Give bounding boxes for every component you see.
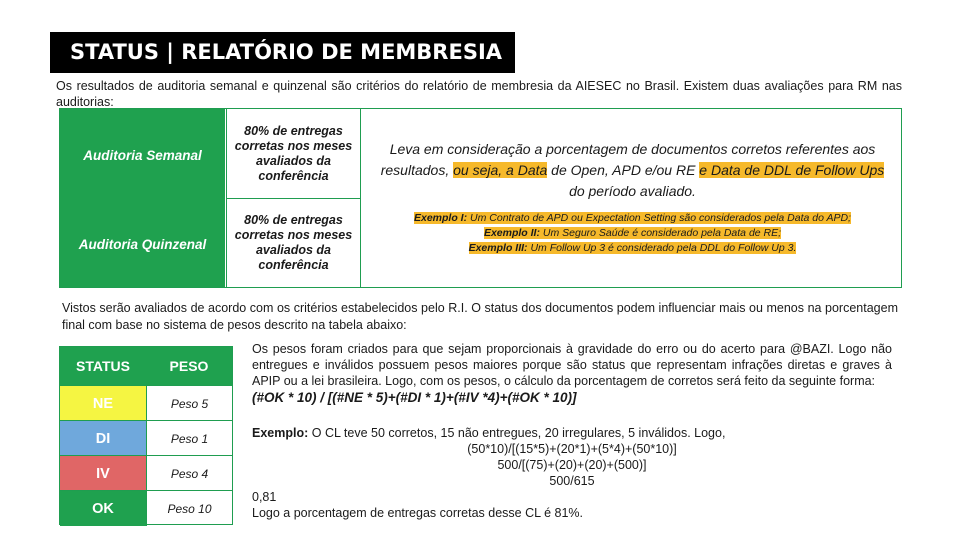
example-item: Exemplo I: Um Contrato de APD ou Expectation Setting são considerados pela Data do APD; [414,212,851,224]
highlight-data: ou seja, a Data [453,162,548,178]
explanation-block [252,341,892,521]
calc-line: (50*10)/[(15*5)+(20*1)+(5*4)+(50*10)] [467,442,677,456]
explanation-text: Os pesos foram criados para que sejam proporcionais à gravidade do erro ou do acerto para @BAZI. Logo não entregues e inválidos possuem pesos maiores porque são status que representam infrações diretas e graves à APIP ou a lei brasileira. Logo, com os pesos, o cálculo da porcentagem de corretos será feito da seguinte forma: [252,342,892,388]
result-value: 0,81 [252,490,277,504]
highlight-ddl: e Data de DDL de Follow Ups [699,162,885,178]
audit-semanal-label: Auditoria Semanal [83,148,202,163]
calc-line: 500/[(75)+(20)+(20)+(500)] [497,458,647,472]
calc-line: 500/615 [549,474,595,488]
peso-value: Peso 4 [146,456,232,491]
page-title: STATUS | RELATÓRIO DE MEMBRESIA [50,32,515,73]
header-peso: PESO [169,358,209,374]
examples-list [372,211,893,256]
conclusion-text: Logo a porcentagem de entregas corretas desse CL é 81%. [252,506,583,520]
status-iv: IV [60,456,146,491]
status-ne: NE [60,386,146,421]
table-row [60,455,232,491]
example-item: Exemplo III: Um Follow Up 3 é considerado pela DDL do Follow Up 3. [468,242,797,254]
example-text: O CL teve 50 corretos, 15 não entregues, 20 irregulares, 5 inválidos. Logo, [311,426,726,440]
weights-table [59,346,233,525]
peso-value: Peso 10 [146,491,232,526]
intro-text: Os resultados de auditoria semanal e quinzenal são critérios do relatório de membresia da AIESEC no Brasil. Existem duas avaliações para RM nas auditorias: [56,79,902,109]
audit-description [364,109,901,287]
audit-table [59,108,902,288]
audit-semanal-criterion: 80% de entregas corretas nos meses avaliados da conferência [226,109,361,199]
table-row [60,385,232,421]
peso-value: Peso 1 [146,421,232,456]
weights-intro-text: Vistos serão avaliados de acordo com os critérios estabelecidos pelo R.I. O status dos documentos podem influenciar mais ou menos na porcentagem final com base no sistema de pesos descrito na tabela abaixo: [62,301,898,332]
status-di: DI [60,421,146,456]
table-row [60,420,232,456]
status-ok: OK [60,491,146,526]
audit-description-text: Leva em consideração a porcentagem de documentos corretos referentes aos resultados, ou seja, a Data de Open, APD e/ou RE e Data de DDL de Follow Ups do período avaliado. [380,141,885,199]
audit-quinzenal-label: Auditoria Quinzenal [78,237,207,252]
weights-header [60,347,232,385]
header-status: STATUS [76,358,130,374]
example-label: Exemplo: [252,426,309,440]
table-row [60,490,232,526]
audit-quinzenal-criterion: 80% de entregas corretas nos meses avaliados da conferência [226,199,361,287]
example-line [252,425,892,441]
example-item: Exemplo II: Um Seguro Saúde é considerado pela Data de RE; [483,227,782,239]
formula: (#OK * 10) / [(#NE * 5)+(#DI * 1)+(#IV *4)+(#OK * 10)] [252,390,577,405]
peso-value: Peso 5 [146,386,232,421]
audit-names-column [60,109,225,287]
